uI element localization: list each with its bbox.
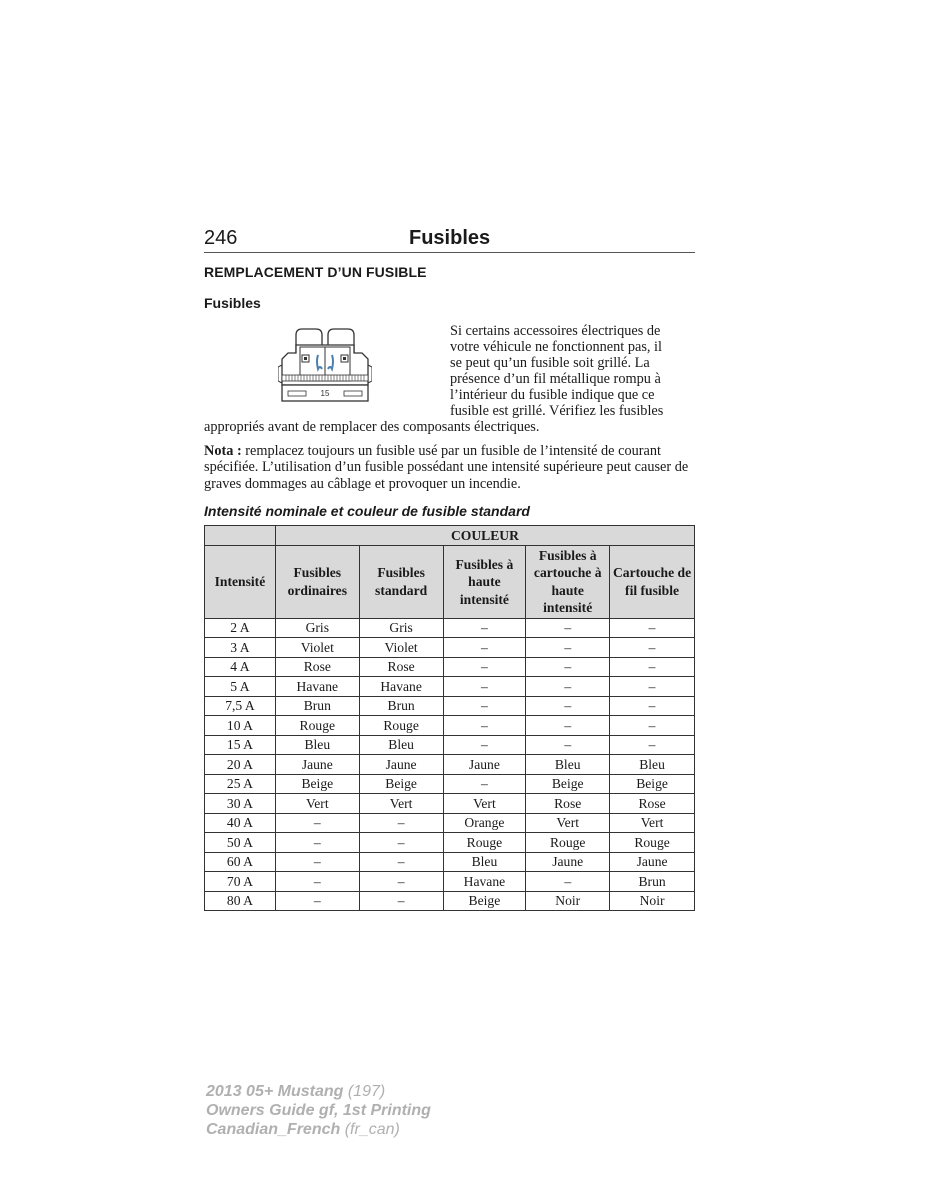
color-cell: – [359,891,443,911]
table-caption: Intensité nominale et couleur de fusible standard [204,502,530,519]
intro-paragraph [450,323,696,419]
color-cell: – [359,813,443,833]
color-cell: Beige [275,774,359,794]
table-row [205,794,695,814]
color-cell: – [443,657,526,677]
color-cell: – [526,618,610,638]
color-cell: Vert [610,813,695,833]
color-cell: Brun [610,872,695,892]
color-cell: – [610,735,695,755]
color-cell: Vert [443,794,526,814]
page-number: 246 [204,227,238,249]
table-row [205,657,695,677]
color-cell: – [275,813,359,833]
color-cell: Rose [526,794,610,814]
color-cell: – [526,677,610,697]
footer-language: Canadian_French [206,1121,341,1138]
couleur-header: COULEUR [275,525,694,545]
table-row [205,813,695,833]
fuse-color-table [204,525,695,912]
intro-line: l’intérieur du fusible indique que ce [450,387,655,403]
color-cell: Rouge [526,833,610,853]
footer-language-code: (fr_can) [340,1121,400,1138]
table-row [205,833,695,853]
table-row [205,618,695,638]
rating-cell: 10 A [205,716,276,736]
color-cell: Beige [526,774,610,794]
note-paragraph [204,443,695,492]
color-cell: Noir [610,891,695,911]
color-cell: Vert [275,794,359,814]
color-cell: Jaune [275,755,359,775]
color-cell: Jaune [526,852,610,872]
table-row [205,852,695,872]
rating-cell: 25 A [205,774,276,794]
color-cell: – [443,774,526,794]
intro-line: votre véhicule ne fonctionnent pas, il [450,339,663,355]
table-body [205,618,695,911]
color-cell: Havane [359,677,443,697]
column-header: Fusibles standard [359,545,443,618]
intro-line: présence d’un fil métallique rompu à [450,371,661,387]
manual-page [204,222,695,911]
color-cell: – [610,716,695,736]
color-cell: – [610,657,695,677]
color-cell: Bleu [443,852,526,872]
color-cell: – [275,872,359,892]
color-cell: Rose [275,657,359,677]
footer-model: 2013 05+ Mustang [206,1083,344,1100]
color-cell: – [443,638,526,658]
rating-cell: 20 A [205,755,276,775]
table-row [205,755,695,775]
table-row [205,735,695,755]
color-cell: Gris [275,618,359,638]
color-cell: – [275,852,359,872]
color-cell: – [275,891,359,911]
color-cell: Brun [275,696,359,716]
rating-cell: 30 A [205,794,276,814]
color-cell: – [359,833,443,853]
page-header [204,222,695,253]
color-cell: – [443,735,526,755]
intro-line: Si certains accessoires électriques de [450,323,661,339]
color-cell: – [526,735,610,755]
color-cell: Rose [359,657,443,677]
color-cell: Noir [526,891,610,911]
color-cell: – [443,696,526,716]
color-cell: – [443,677,526,697]
color-cell: Rouge [610,833,695,853]
color-cell: Havane [275,677,359,697]
footer-line: Owners Guide gf, 1st Printing [206,1102,431,1119]
table-row [205,891,695,911]
rating-cell: 70 A [205,872,276,892]
color-cell: Brun [359,696,443,716]
rating-cell: 3 A [205,638,276,658]
color-cell: Vert [359,794,443,814]
table-row [205,774,695,794]
section-heading: REMPLACEMENT D’UN FUSIBLE [204,264,427,280]
color-cell: Jaune [443,755,526,775]
page-footer [206,1082,431,1139]
footer-model-code: (197) [343,1083,386,1100]
table-row [205,696,695,716]
color-cell: Havane [443,872,526,892]
fuse-rating-label: 15 [320,389,330,398]
page-title: Fusibles [409,227,491,249]
column-header-intensite: Intensité [205,545,276,618]
footer-line [206,1120,431,1139]
table-group-header [205,525,276,545]
intro-line: se peut qu’un fusible soit grillé. La [450,355,650,371]
color-cell: – [526,657,610,677]
color-cell: Violet [359,638,443,658]
note-text: remplacez toujours un fusible usé par un fusible de l’intensité de courant spécifiée. L’utilisation d’un fusible possédant une intensité supérieure peut causer de graves dommages au câblage et provoquer un incendie. [204,443,689,492]
color-cell: – [526,716,610,736]
color-cell: Bleu [610,755,695,775]
color-cell: – [610,638,695,658]
table-row [205,716,695,736]
rating-cell: 80 A [205,891,276,911]
color-cell: – [610,677,695,697]
color-cell: – [275,833,359,853]
color-cell: Jaune [359,755,443,775]
color-cell: – [359,872,443,892]
color-cell: Bleu [526,755,610,775]
color-cell: Bleu [359,735,443,755]
fuse-intro-block [204,317,695,427]
color-cell: Rouge [359,716,443,736]
color-cell: Jaune [610,852,695,872]
rating-cell: 60 A [205,852,276,872]
color-cell: Rouge [443,833,526,853]
color-cell: Rose [610,794,695,814]
column-header: Fusibles à haute intensité [443,545,526,618]
column-header: Fusibles ordinaires [275,545,359,618]
rating-cell: 7,5 A [205,696,276,716]
color-cell: – [443,618,526,638]
color-cell: Beige [610,774,695,794]
rating-cell: 15 A [205,735,276,755]
color-cell: Gris [359,618,443,638]
color-cell: Beige [359,774,443,794]
color-cell: – [610,696,695,716]
column-header: Cartouche de fil fusible [610,545,695,618]
table-row [205,872,695,892]
color-cell: – [526,872,610,892]
color-cell: Vert [526,813,610,833]
rating-cell: 4 A [205,657,276,677]
note-label: Nota : [204,443,242,459]
color-cell: – [443,716,526,736]
table-row [205,677,695,697]
intro-continuation: appropriés avant de remplacer des composants électriques. [204,419,540,435]
color-cell: – [526,696,610,716]
subsection-heading: Fusibles [204,295,261,311]
color-cell: Rouge [275,716,359,736]
rating-cell: 50 A [205,833,276,853]
footer-line [206,1082,431,1101]
color-cell: – [610,618,695,638]
intro-line: fusible est grillé. Vérifiez les fusibles [450,403,664,419]
color-cell: – [526,638,610,658]
fuse-icon [278,325,372,405]
rating-cell: 2 A [205,618,276,638]
rating-cell: 5 A [205,677,276,697]
color-cell: Violet [275,638,359,658]
color-cell: Beige [443,891,526,911]
column-header: Fusibles à cartouche à haute intensité [526,545,610,618]
table-row [205,638,695,658]
color-cell: – [359,852,443,872]
color-cell: Orange [443,813,526,833]
rating-cell: 40 A [205,813,276,833]
color-cell: Bleu [275,735,359,755]
